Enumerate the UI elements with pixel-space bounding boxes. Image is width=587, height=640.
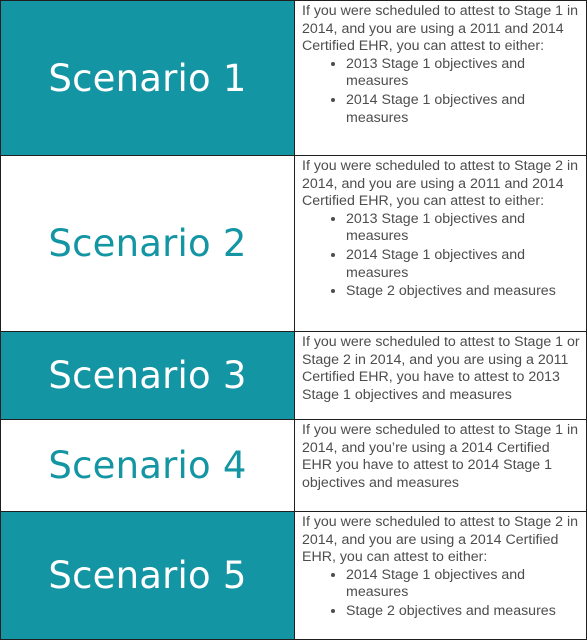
scenario-4-description <box>295 420 587 512</box>
scenario-1-intro: If you were scheduled to attest to Stage 1 in 2014, and you are using a 2011 and 2014 Certified EHR, you can attest to either: <box>302 3 579 55</box>
scenario-4-intro: If you were scheduled to attest to Stage 1 in 2014, and you’re using a 2014 Certified EHR you have to attest to 2014 Stage 1 objectives and measures <box>302 422 579 491</box>
scenario-3-intro: If you were scheduled to attest to Stage 1 or Stage 2 in 2014, and you are using a 2011 Certified EHR, you have to attest to 2013 Stage 1 objectives and measures <box>302 334 580 403</box>
scenario-1-label: Scenario 1 <box>1 1 295 156</box>
list-item: • 2014 Stage 1 objectives and measures <box>346 567 582 602</box>
scenario-5-options <box>302 567 582 621</box>
scenario-3-description <box>295 332 587 420</box>
scenario-5-description <box>295 512 587 640</box>
list-item: • 2014 Stage 1 objectives and measures <box>346 92 582 127</box>
scenario-row-4 <box>1 420 587 512</box>
scenario-row-2 <box>1 156 587 332</box>
scenario-3-label: Scenario 3 <box>1 332 295 420</box>
list-item: • Stage 2 objectives and measures <box>346 603 582 621</box>
scenario-5-label: Scenario 5 <box>1 512 295 640</box>
scenario-1-options <box>302 56 582 127</box>
scenario-row-3 <box>1 332 587 420</box>
scenario-2-label: Scenario 2 <box>1 156 295 332</box>
scenario-4-label: Scenario 4 <box>1 420 295 512</box>
list-item: • Stage 2 objectives and measures <box>346 283 582 301</box>
list-item: • 2014 Stage 1 objectives and measures <box>346 247 582 282</box>
scenario-2-description <box>295 156 587 332</box>
scenario-2-options <box>302 211 582 301</box>
scenario-row-1 <box>1 1 587 156</box>
list-item: • 2013 Stage 1 objectives and measures <box>346 56 582 91</box>
list-item: • 2013 Stage 1 objectives and measures <box>346 211 582 246</box>
scenario-2-intro: If you were scheduled to attest to Stage 2 in 2014, and you are using a 2011 and 2014 Certified EHR, you can attest to either: <box>302 158 579 210</box>
scenario-5-intro: If you were scheduled to attest to Stage 2 in 2014, and you are using a 2014 Certified EHR, you can attest to either: <box>302 514 579 566</box>
scenario-1-description <box>295 1 587 156</box>
scenario-row-5 <box>1 512 587 640</box>
